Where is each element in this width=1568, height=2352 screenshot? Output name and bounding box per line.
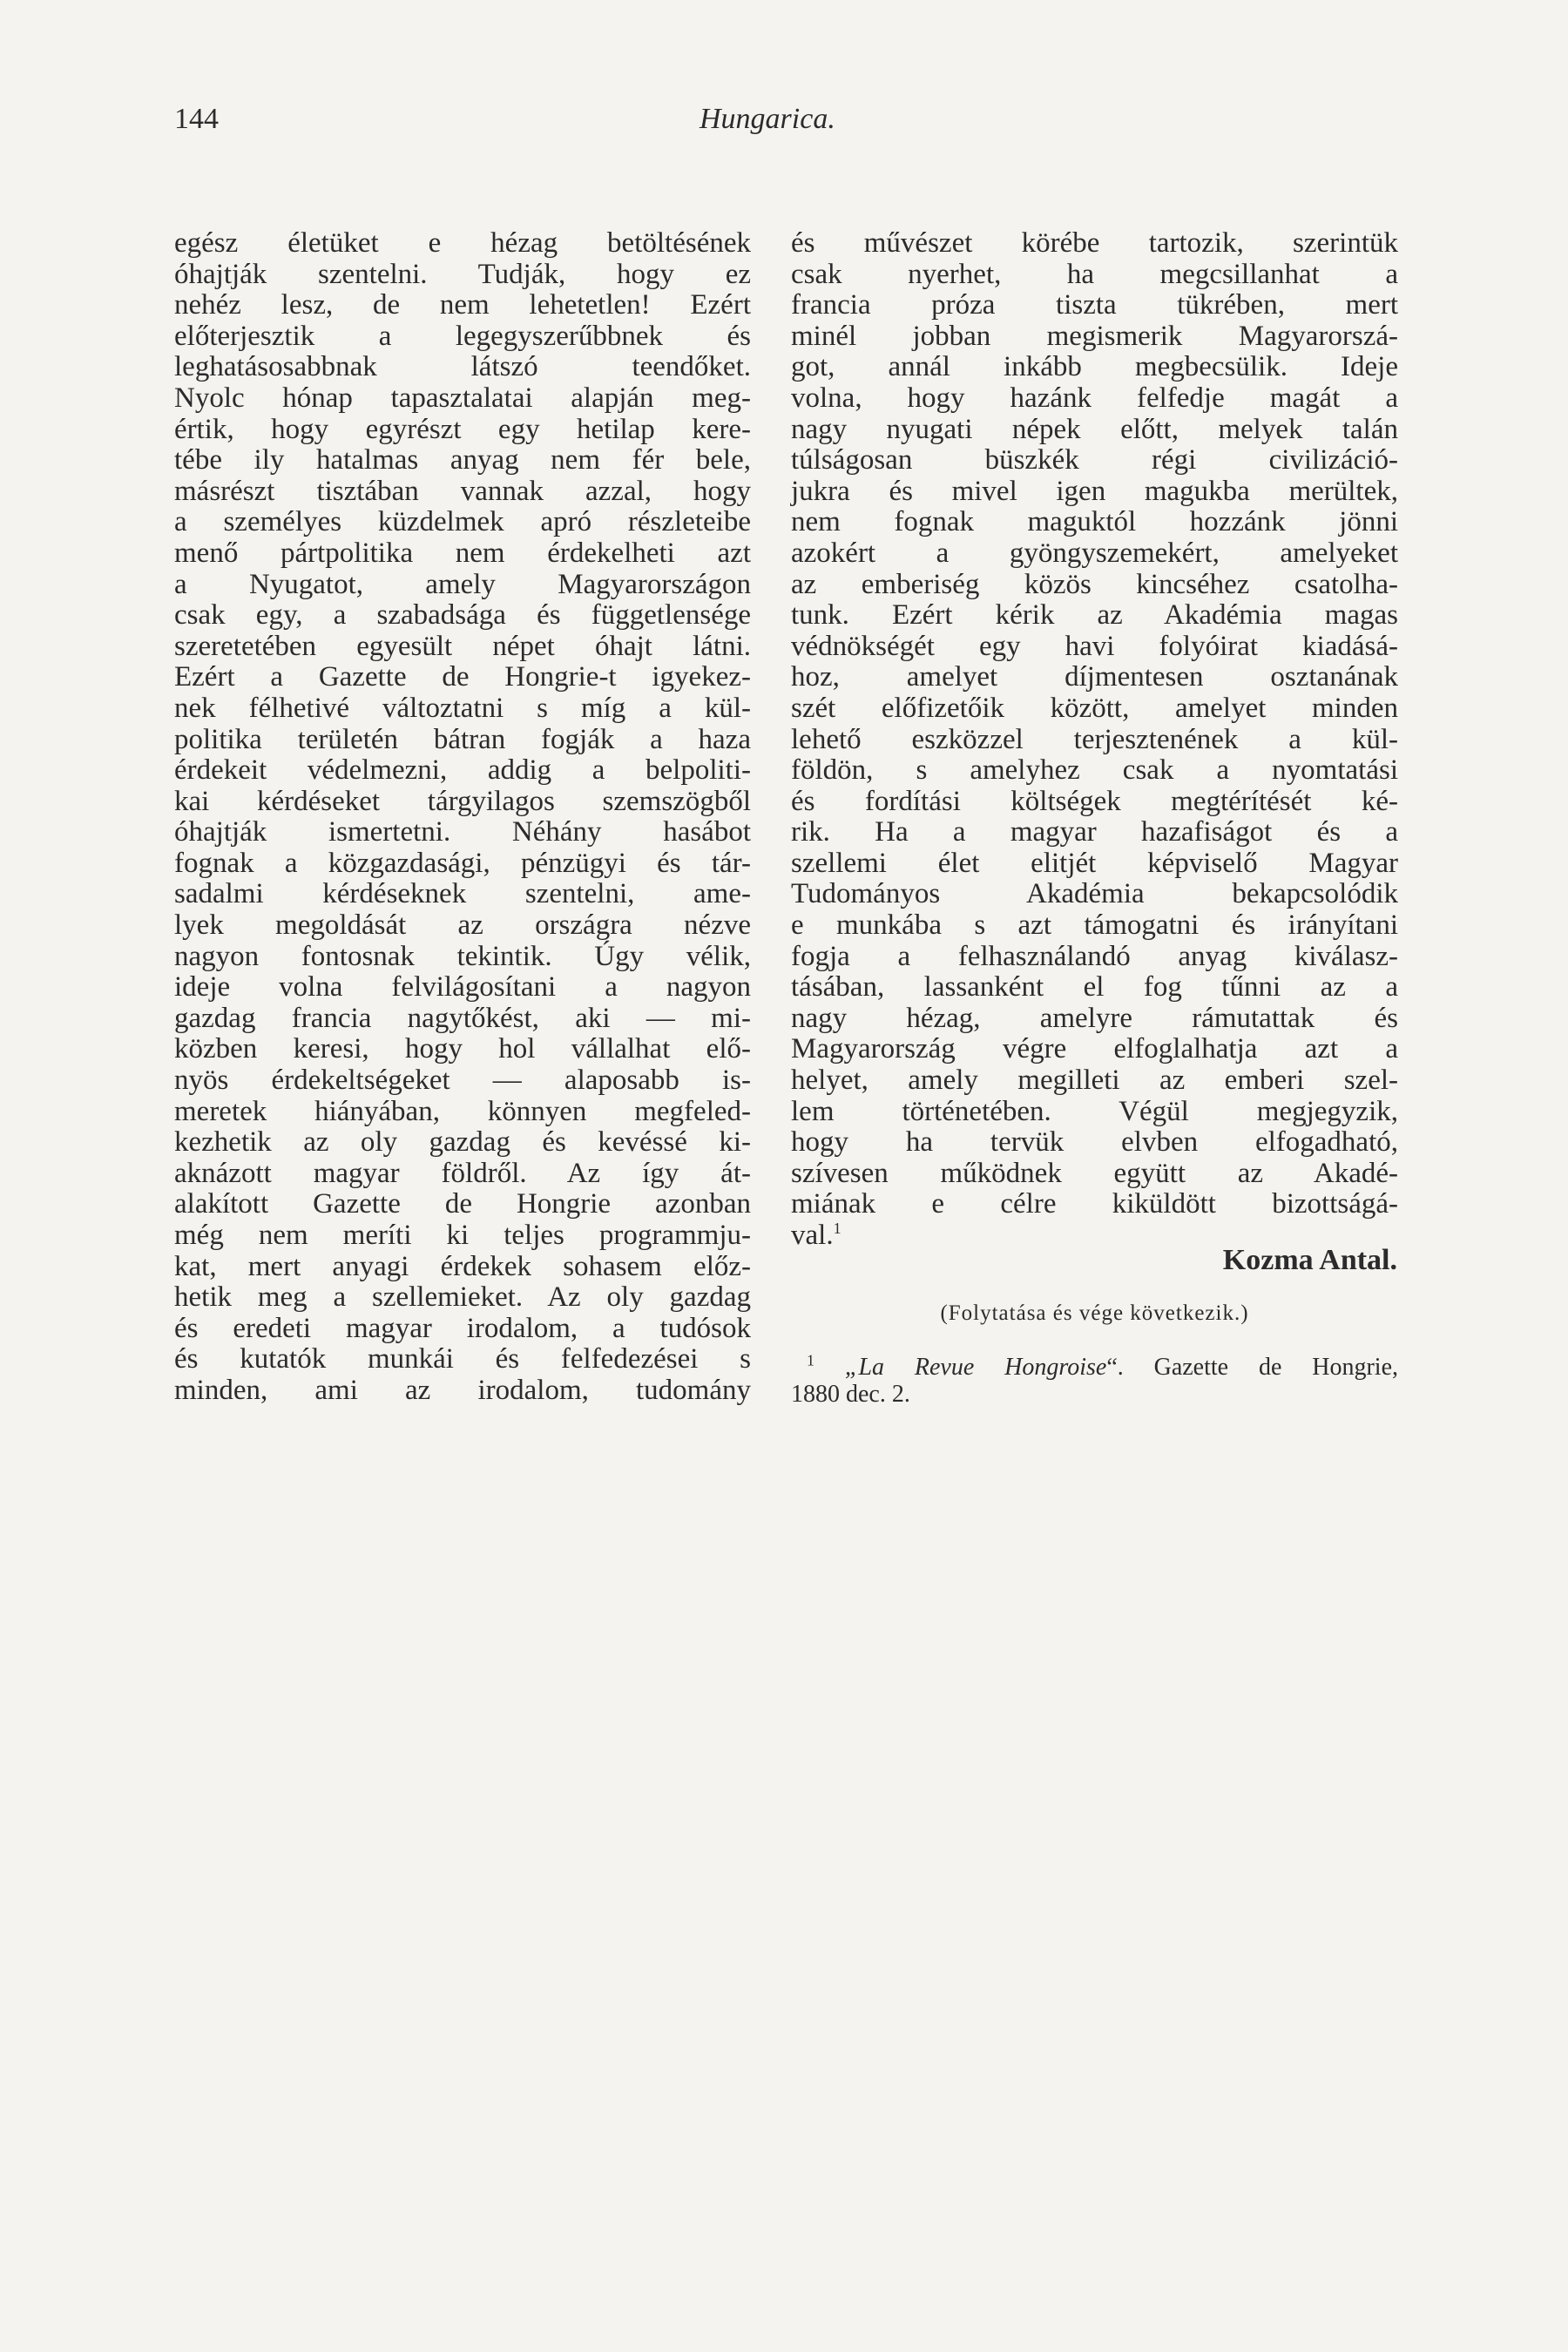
text-line: egész életüket e hézag betöltésének [174, 227, 751, 259]
text-line: szellemi élet elitjét képviselő Magyar [791, 847, 1398, 879]
text-line: hetik meg a szellemieket. Az oly gazdag [174, 1281, 751, 1314]
text-line: óhajtják szentelni. Tudják, hogy ez [174, 258, 751, 290]
text-line: rik. Ha a magyar hazafiságot és a [791, 816, 1398, 848]
text-line: szét előfizetőik között, amelyet minden [791, 692, 1398, 724]
text-line: nagyon fontosnak tekintik. Úgy vélik, [174, 940, 751, 972]
text-line: alakított Gazette de Hongrie azonban [174, 1188, 751, 1220]
text-line: nagy hézag, amelyre rámutattak és [791, 1002, 1398, 1034]
text-line: az emberiség közös kincséhez csatolha- [791, 568, 1398, 600]
footnote-line-1 [791, 1351, 1398, 1381]
text-line: val.$^1$ [791, 1220, 841, 1251]
text-line: sadalmi kérdéseknek szentelni, ame- [174, 878, 751, 910]
text-line: nehéz lesz, de nem lehetetlen! Ezért [174, 289, 751, 321]
text-line: lehető eszközzel terjesztenének a kül- [791, 723, 1398, 755]
text-line: fogja a felhasználandó anyag kiválasz- [791, 940, 1398, 972]
text-line: óhajtják ismertetni. Néhány hasábot [174, 816, 751, 848]
text-line: aknázott magyar földről. Az így át- [174, 1157, 751, 1189]
text-line: és kutatók munkái és felfedezései s [174, 1343, 751, 1375]
footnote-reference: 1 [833, 1220, 841, 1237]
text-line: védnökségét egy havi folyóirat kiadásá- [791, 630, 1398, 662]
text-line: értik, hogy egyrészt egy hetilap kere- [174, 413, 751, 445]
text-line: és művészet körébe tartozik, szerintük [791, 227, 1398, 259]
text-line: nek félhetivé változtatni s míg a kül- [174, 692, 751, 724]
text-line: leghatásosabbnak látszó teendőket. [174, 351, 751, 383]
left-column [174, 228, 751, 1407]
text-line: másrészt tisztában vannak azzal, hogy [174, 475, 751, 507]
text-line: meretek hiányában, könnyen megfeled- [174, 1095, 751, 1127]
text-line: Ezért a Gazette de Hongrie-t igyekez- [174, 661, 751, 693]
footnote-line-2: 1880 dec. 2. [791, 1381, 910, 1408]
text-line: ideje volna felvilágosítani a nagyon [174, 971, 751, 1004]
page-number: 144 [174, 103, 219, 135]
text-line: még nem meríti ki teljes programmju- [174, 1220, 751, 1251]
text-line: azokért a gyöngyszemekért, amelyeket [791, 537, 1398, 569]
text-line: kat, mert anyagi érdekek sohasem előz- [174, 1250, 751, 1282]
text-line: lem történetében. Végül megjegyzik, [791, 1095, 1398, 1127]
text-line: hoz, amelyet díjmentesen osztanának [791, 661, 1398, 693]
text-line: volna, hogy hazánk felfedje magát a [791, 382, 1398, 414]
text-line: előterjesztik a legegyszerűbbnek és [174, 320, 751, 352]
footnote-number: 1 [807, 1351, 814, 1369]
author-signature: Kozma Antal. [1222, 1244, 1397, 1276]
right-column [791, 228, 1398, 1252]
continuation-note: (Folytatása és vége következik.) [940, 1301, 1249, 1325]
text-line: minél jobban megismerik Magyarorszá- [791, 320, 1398, 352]
text-line: kezhetik az oly gazdag és kevéssé ki- [174, 1126, 751, 1159]
text-line: tásában, lassanként el fog tűnni az a [791, 971, 1398, 1004]
text-line: e munkába s azt támogatni és irányítani [791, 909, 1398, 942]
text-line: lyek megoldását az országra nézve [174, 909, 751, 942]
text-line: minden, ami az irodalom, tudomány [174, 1374, 751, 1406]
text-line: és eredeti magyar irodalom, a tudósok [174, 1312, 751, 1344]
text-line: helyet, amely megilleti az emberi szel- [791, 1064, 1398, 1097]
text-line: csak nyerhet, ha megcsillanhat a [791, 258, 1398, 290]
text-line: nagy nyugati népek előtt, melyek talán [791, 413, 1398, 445]
text-line: a személyes küzdelmek apró részleteibe [174, 506, 751, 538]
text-line: kai kérdéseket tárgyilagos szemszögből [174, 785, 751, 817]
text-line: a Nyugatot, amely Magyarországon [174, 568, 751, 600]
text-line: túlságosan büszkék régi civilizáció- [791, 444, 1398, 476]
text-line: Magyarország végre elfoglalhatja azt a [791, 1033, 1398, 1065]
text-line: nyös érdekeltségeket — alaposabb is- [174, 1064, 751, 1097]
text-line: közben keresi, hogy hol vállalhat elő- [174, 1033, 751, 1065]
text-line: gazdag francia nagytőkést, aki — mi- [174, 1002, 751, 1034]
text-line: politika területén bátran fogják a haza [174, 723, 751, 755]
text-line: fognak a közgazdasági, pénzügyi és tár- [174, 847, 751, 879]
footnote [791, 1351, 1398, 1408]
text-line: földön, s amelyhez csak a nyomtatási [791, 754, 1398, 787]
text-line: csak egy, a szabadsága és függetlensége [174, 599, 751, 632]
text-line: szívesen működnek együtt az Akadé- [791, 1157, 1398, 1189]
text-line: Nyolc hónap tapasztalatai alapján meg- [174, 382, 751, 414]
text-line: got, annál inkább megbecsülik. Ideje [791, 351, 1398, 383]
text-line: hogy ha tervük elvben elfogadható, [791, 1126, 1398, 1159]
text-line: francia próza tiszta tükrében, mert [791, 289, 1398, 321]
text-line: nem fognak maguktól hozzánk jönni [791, 506, 1398, 538]
text-line: Tudományos Akadémia bekapcsolódik [791, 878, 1398, 910]
text-line: szeretetében egyesült népet óhajt látni. [174, 630, 751, 662]
text-line: miának e célre kiküldött bizottságá- [791, 1188, 1398, 1220]
running-title: Hungarica. [700, 103, 835, 135]
footnote-source-rest: “. Gazette de Hongrie, [1106, 1354, 1398, 1381]
text-line: és fordítási költségek megtérítését ké- [791, 785, 1398, 817]
text-line: jukra és mivel igen magukba merültek, [791, 475, 1398, 507]
footnote-source-title: „La Revue Hongroise [844, 1354, 1107, 1381]
text-line: menő pártpolitika nem érdekelheti azt [174, 537, 751, 569]
text-line: tébe ily hatalmas anyag nem fér bele, [174, 444, 751, 476]
text-line: érdekeit védelmezni, addig a belpoliti- [174, 754, 751, 787]
text-line: tunk. Ezért kérik az Akadémia magas [791, 599, 1398, 632]
